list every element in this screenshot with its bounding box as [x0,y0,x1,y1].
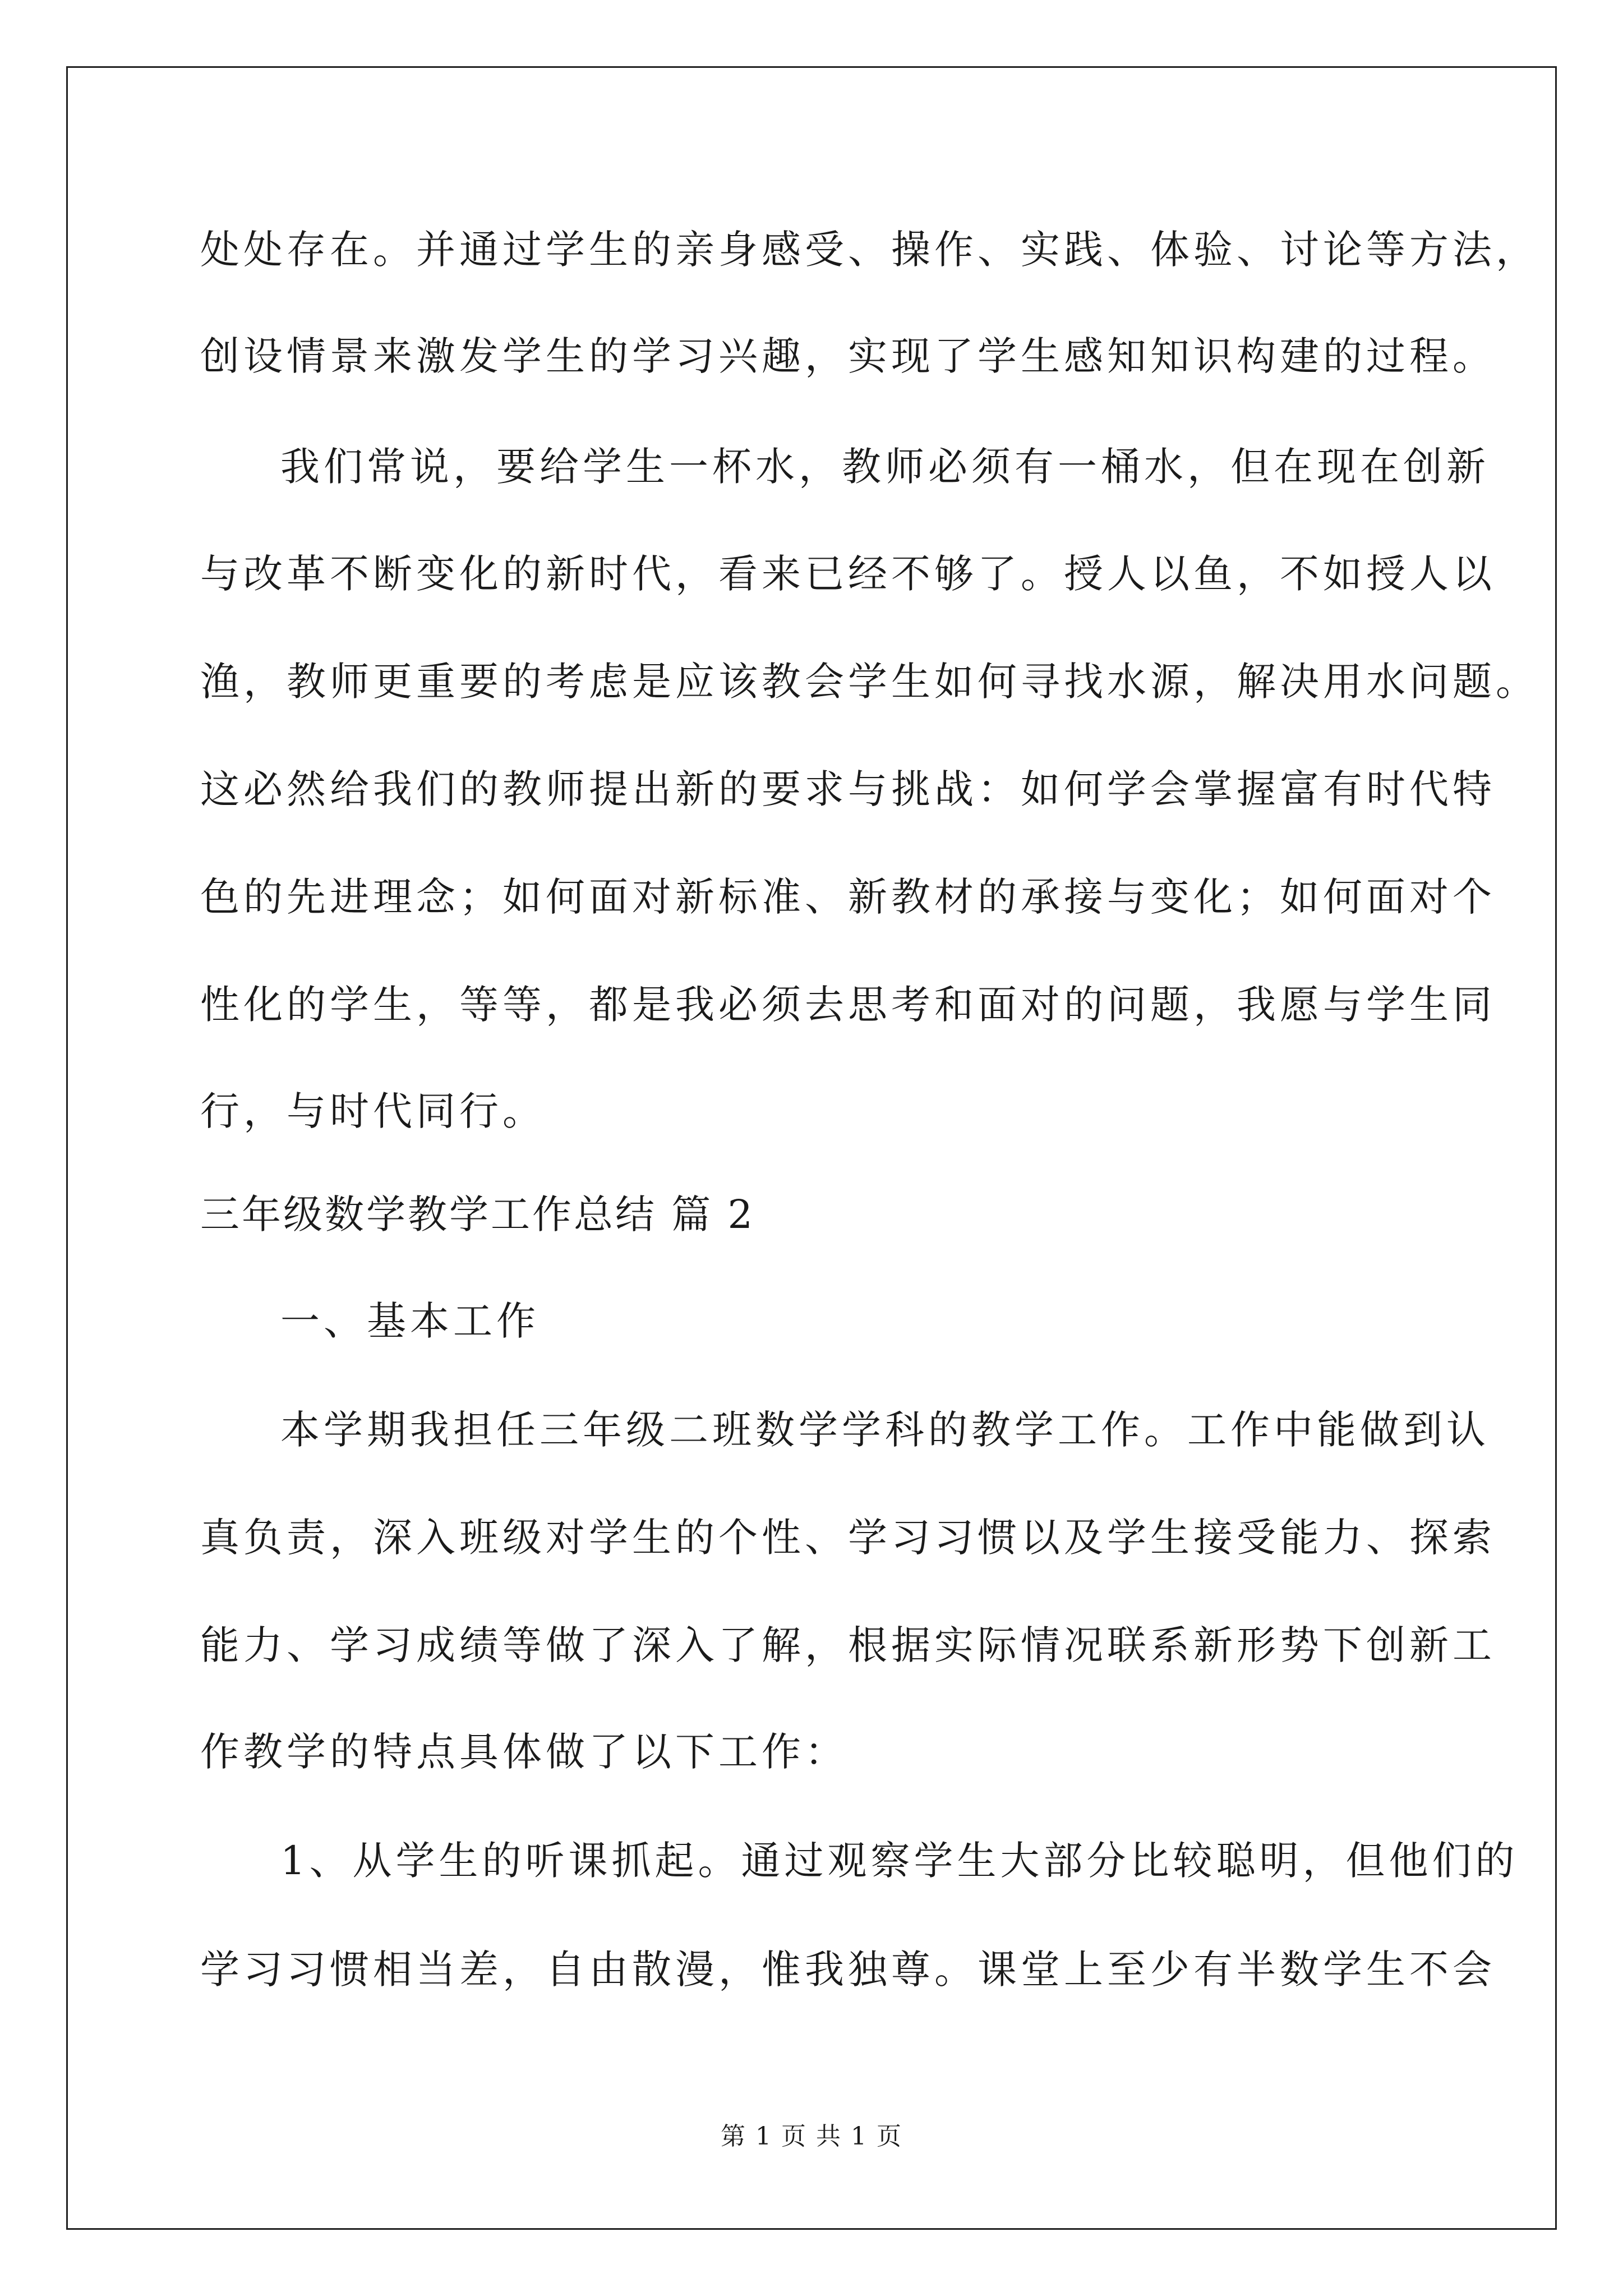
section-heading: 三年级数学教学工作总结 篇 2 [200,1191,755,1237]
text-line: 作教学的特点具体做了以下工作： [200,1729,848,1775]
text-line: 性化的学生，等等，都是我必须去思考和面对的问题，我愿与学生同 [200,982,1496,1028]
page-border [66,66,1557,2230]
text-line: 色的先进理念；如何面对新标准、新教材的承接与变化；如何面对个 [200,874,1496,920]
text-line: 能力、学习成绩等做了深入了解，根据实际情况联系新形势下创新工 [200,1622,1496,1668]
text-line: 行，与时代同行。 [200,1088,546,1134]
text-line: 处处存在。并通过学生的亲身感受、操作、实践、体验、讨论等方法， [200,227,1539,273]
page-footer: 第 1 页 共 1 页 [721,2122,902,2151]
text-line: 创设情景来激发学生的学习兴趣，实现了学生感知知识构建的过程。 [200,333,1496,379]
text-line: 这必然给我们的教师提出新的要求与挑战：如何学会掌握富有时代特 [200,766,1496,812]
paragraph-start: 1、从学生的听课抓起。通过观察学生大部分比较聪明，但他们的 [280,1838,1519,1884]
text-line: 真负责，深入班级对学生的个性、学习习惯以及学生接受能力、探索 [200,1515,1496,1561]
subsection-heading: 一、基本工作 [280,1298,540,1344]
paragraph-start: 本学期我担任三年级二班数学学科的教学工作。工作中能做到认 [280,1407,1490,1453]
paragraph-start: 我们常说，要给学生一杯水，教师必须有一桶水，但在现在创新 [280,444,1490,490]
text-line: 学习习惯相当差，自由散漫，惟我独尊。课堂上至少有半数学生不会 [200,1947,1496,1993]
text-line: 与改革不断变化的新时代，看来已经不够了。授人以鱼，不如授人以 [200,551,1496,597]
text-line: 渔，教师更重要的考虑是应该教会学生如何寻找水源，解决用水问题。 [200,659,1539,705]
